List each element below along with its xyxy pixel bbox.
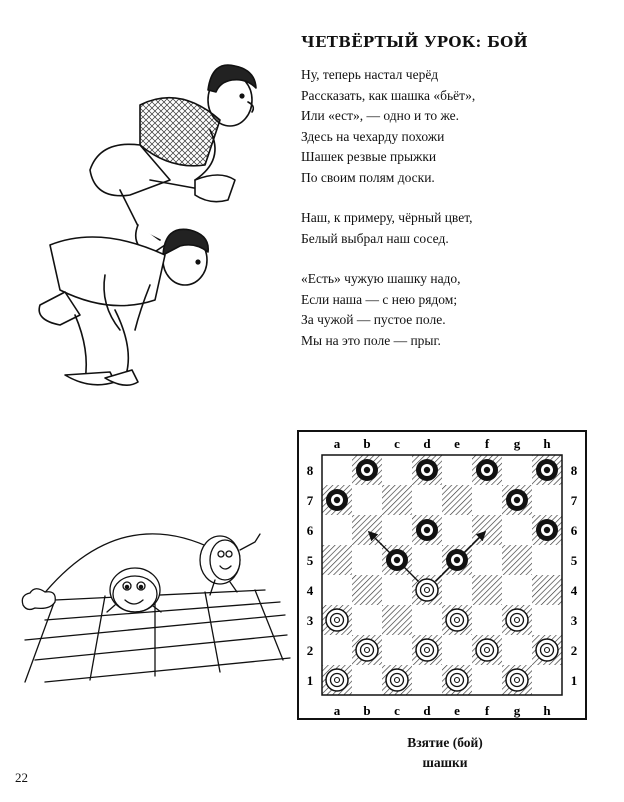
file-label-a: a: [333, 703, 341, 718]
light-square-f7: [472, 485, 502, 515]
poem-line: Мы на это поле — прыг.: [301, 332, 441, 348]
light-square-e2: [442, 635, 472, 665]
white-piece-h2: [536, 639, 558, 661]
rank-label-1: 1: [570, 673, 578, 688]
dark-square-a5: [322, 545, 352, 575]
file-label-f: f: [484, 703, 490, 718]
white-piece-d4: [416, 579, 438, 601]
file-label-f: f: [484, 436, 490, 451]
light-square-b7: [352, 485, 382, 515]
poem-line: По своим полям доски.: [301, 169, 435, 185]
rank-label-4: 4: [570, 583, 578, 598]
white-piece-a3: [326, 609, 348, 631]
rank-label-5: 5: [306, 553, 314, 568]
light-square-d7: [412, 485, 442, 515]
rank-label-6: 6: [570, 523, 578, 538]
black-piece-d6: [416, 519, 438, 541]
light-square-a4: [322, 575, 352, 605]
dark-square-g5: [502, 545, 532, 575]
black-piece-f8: [476, 459, 498, 481]
black-piece-h8: [536, 459, 558, 481]
checkerboard-diagram: [297, 430, 587, 720]
rank-label-2: 2: [570, 643, 578, 658]
light-square-f3: [472, 605, 502, 635]
light-square-f1: [472, 665, 502, 695]
lesson-title: ЧЕТВЁРТЫЙ УРОК: БОЙ: [301, 33, 528, 51]
light-square-c8: [382, 455, 412, 485]
file-label-d: d: [423, 703, 431, 718]
light-square-e6: [442, 515, 472, 545]
light-square-b1: [352, 665, 382, 695]
caption-line-2: шашки: [422, 755, 468, 770]
poem-line: Рассказать, как шашка «бьёт»,: [301, 87, 476, 103]
file-label-e: e: [454, 436, 460, 451]
light-square-h3: [532, 605, 562, 635]
rank-label-3: 3: [570, 613, 578, 628]
light-square-h7: [532, 485, 562, 515]
rank-label-6: 6: [306, 523, 314, 538]
white-piece-c1: [386, 669, 408, 691]
poem-stanza-1: [301, 65, 475, 188]
poem-line: Или «ест», — одно и то же.: [301, 108, 459, 123]
black-piece-b8: [356, 459, 378, 481]
rank-label-8: 8: [570, 463, 578, 478]
light-square-e8: [442, 455, 472, 485]
light-square-g8: [502, 455, 532, 485]
black-piece-g7: [506, 489, 528, 511]
light-square-g4: [502, 575, 532, 605]
poem-stanza-2: [301, 208, 475, 249]
rank-label-5: 5: [570, 553, 578, 568]
light-square-c4: [382, 575, 412, 605]
dark-square-c3: [382, 605, 412, 635]
light-square-b5: [352, 545, 382, 575]
checker-jump-illustration: [15, 520, 295, 690]
light-square-h5: [532, 545, 562, 575]
dark-square-e7: [442, 485, 472, 515]
file-label-d: d: [423, 436, 431, 451]
rank-label-7: 7: [570, 493, 578, 508]
light-square-a2: [322, 635, 352, 665]
white-piece-e1: [446, 669, 468, 691]
light-square-a8: [322, 455, 352, 485]
light-square-d5: [412, 545, 442, 575]
file-label-b: b: [363, 703, 371, 718]
light-square-h1: [532, 665, 562, 695]
dark-square-h4: [532, 575, 562, 605]
file-label-g: g: [513, 703, 521, 718]
poem: [301, 65, 475, 371]
light-square-b3: [352, 605, 382, 635]
white-piece-f2: [476, 639, 498, 661]
black-piece-d8: [416, 459, 438, 481]
file-label-g: g: [513, 436, 521, 451]
white-piece-d2: [416, 639, 438, 661]
poem-line: Если наша — с нею рядом;: [301, 291, 458, 307]
poem-line: Здесь на чехарду похожи: [301, 128, 445, 144]
poem-line: «Есть» чужую шашку надо,: [301, 271, 461, 286]
black-piece-h6: [536, 519, 558, 541]
file-label-h: h: [543, 703, 551, 718]
light-square-d1: [412, 665, 442, 695]
dark-square-f4: [472, 575, 502, 605]
rank-label-4: 4: [306, 583, 314, 598]
page-number: 22: [15, 770, 28, 785]
poem-line: Белый выбрал наш сосед.: [301, 230, 449, 246]
rank-label-1: 1: [306, 673, 314, 688]
light-square-g6: [502, 515, 532, 545]
white-piece-g3: [506, 609, 528, 631]
poem-line: За чужой — пустое поле.: [301, 312, 446, 327]
light-square-c2: [382, 635, 412, 665]
file-label-b: b: [363, 436, 371, 451]
file-label-a: a: [333, 436, 341, 451]
poem-stanza-3: [301, 269, 475, 351]
light-square-c6: [382, 515, 412, 545]
rank-label-7: 7: [306, 493, 314, 508]
light-square-e4: [442, 575, 472, 605]
black-piece-c5: [386, 549, 408, 571]
poem-line: Шашек резвые прыжки: [301, 149, 437, 164]
caption-line-1: Взятие (бой): [407, 735, 483, 750]
rank-label-8: 8: [306, 463, 314, 478]
board-caption: [380, 733, 510, 773]
rank-label-3: 3: [306, 613, 314, 628]
poem-line: Ну, теперь настал черёд: [301, 67, 439, 82]
light-square-a6: [322, 515, 352, 545]
white-piece-e3: [446, 609, 468, 631]
white-piece-a1: [326, 669, 348, 691]
file-label-h: h: [543, 436, 551, 451]
light-square-g2: [502, 635, 532, 665]
poem-line: Наш, к примеру, чёрный цвет,: [301, 210, 473, 225]
rank-label-2: 2: [306, 643, 314, 658]
white-piece-g1: [506, 669, 528, 691]
checkerboard: [297, 430, 587, 720]
black-piece-e5: [446, 549, 468, 571]
dark-square-b4: [352, 575, 382, 605]
dark-square-c7: [382, 485, 412, 515]
file-label-c: c: [394, 703, 400, 718]
file-label-c: c: [394, 436, 400, 451]
black-piece-a7: [326, 489, 348, 511]
file-label-e: e: [454, 703, 460, 718]
white-piece-b2: [356, 639, 378, 661]
leapfrog-boys-illustration: [20, 30, 260, 400]
light-square-f5: [472, 545, 502, 575]
light-square-d3: [412, 605, 442, 635]
